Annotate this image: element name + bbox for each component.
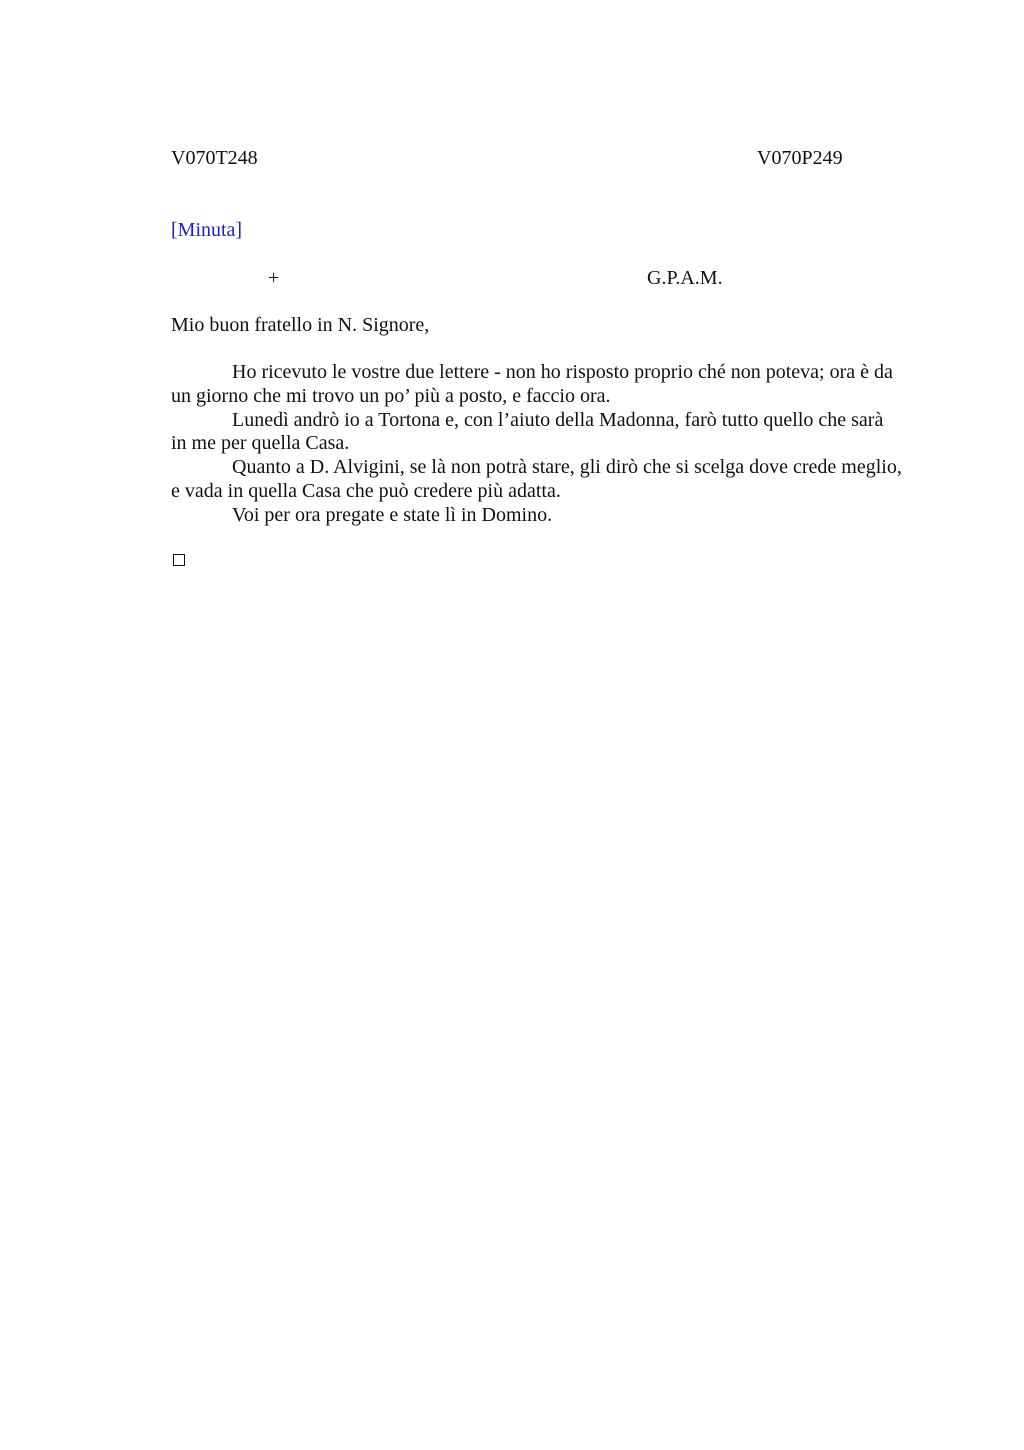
draft-label: [Minuta] xyxy=(171,219,243,241)
document-reference-right: V070P249 xyxy=(757,147,843,169)
paragraph xyxy=(171,409,931,457)
heading-initials: G.P.A.M. xyxy=(647,267,723,289)
paragraph-line: un giorno che mi trovo un po’ più a posto, e faccio ora. xyxy=(171,384,611,407)
paragraph-line: e vada in quella Casa che può credere più adatta. xyxy=(171,479,561,502)
paragraph-line: in me per quella Casa. xyxy=(171,432,350,455)
empty-square-icon xyxy=(173,554,185,566)
paragraph xyxy=(171,361,931,409)
salutation: Mio buon fratello in N. Signore, xyxy=(171,314,430,336)
cross-symbol: + xyxy=(268,267,280,289)
paragraph-line: Quanto a D. Alvigini, se là non potrà stare, gli dirò che si scelga dove crede meglio, xyxy=(232,456,902,479)
paragraph-line: Ho ricevuto le vostre due lettere - non ho risposto proprio ché non poteva; ora è da xyxy=(232,361,893,383)
letter-body xyxy=(171,361,931,528)
paragraph xyxy=(171,504,931,528)
paragraph-line: Lunedì andrò io a Tortona e, con l’aiuto della Madonna, farò tutto quello che sarà xyxy=(232,408,884,431)
document-reference-left: V070T248 xyxy=(171,147,258,169)
paragraph xyxy=(171,456,931,504)
paragraph-line: Voi per ora pregate e state lì in Domino. xyxy=(232,503,553,526)
